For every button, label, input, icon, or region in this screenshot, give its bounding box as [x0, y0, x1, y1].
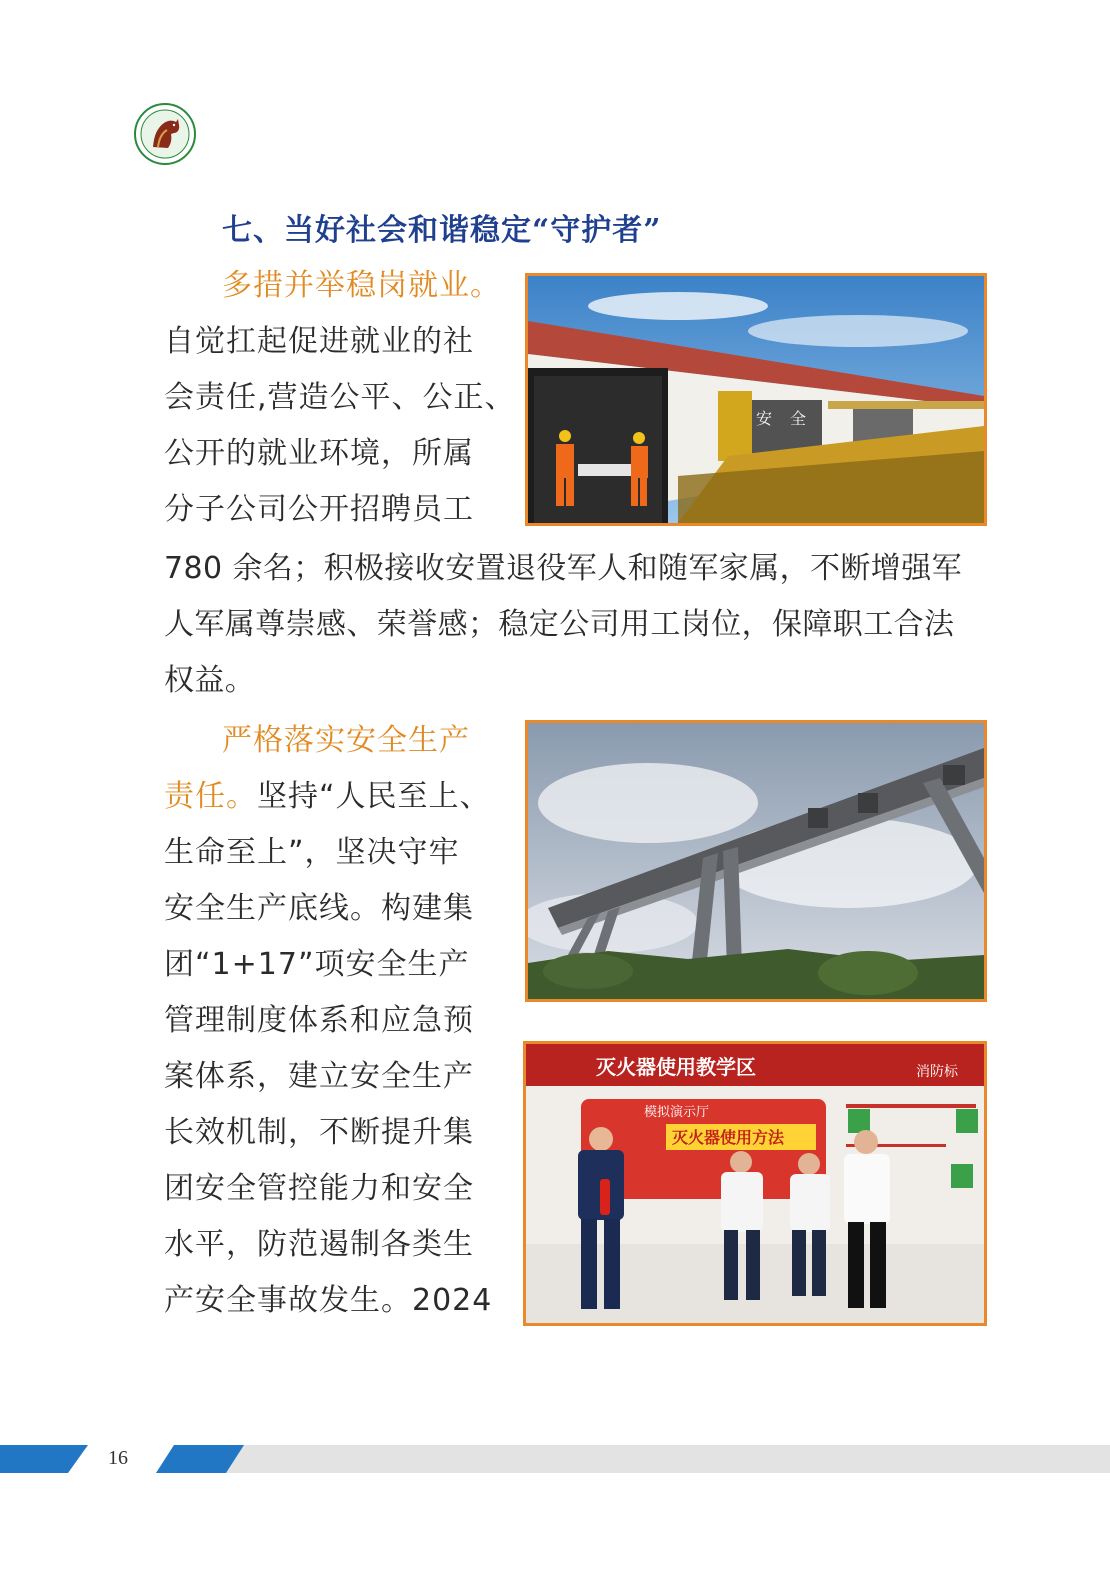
safety-paragraph	[164, 713, 492, 1329]
text-line: 780 余名；积极接收安置退役军人和随军家属，不断增强军	[164, 551, 962, 586]
safety-lead: 严格落实安全生产	[222, 723, 470, 758]
text-line: 团“1+17”项安全生产	[164, 947, 470, 982]
text-line: 权益。	[164, 663, 256, 698]
text-line: 管理制度体系和应急预	[164, 1003, 474, 1038]
wall-sign-text: 安	[756, 409, 773, 428]
footer-stripe-left	[0, 1445, 88, 1473]
text-line: 人军属尊崇感、荣誉感；稳定公司用工岗位，保障职工合法	[164, 607, 955, 642]
text-line: 公开的就业环境，所属	[164, 436, 474, 471]
board-title: 模拟演示厅	[644, 1105, 710, 1120]
employment-paragraph-cont	[164, 541, 962, 709]
text-line: 长效机制，不断提升集	[164, 1115, 474, 1150]
text-line: 生命至上”，坚决守牢	[164, 835, 460, 870]
text-line	[164, 769, 492, 825]
text-line: 团安全管控能力和安全	[164, 1171, 474, 1206]
text-line: 产安全事故发生。2024	[164, 1283, 493, 1318]
safety-lead-end: 责任。	[164, 779, 257, 814]
text-line: 水平，防范遏制各类生	[164, 1227, 474, 1262]
text-line: 安全生产底线。构建集	[164, 891, 474, 926]
employment-paragraph	[164, 258, 516, 538]
text-fragment: 坚持“人民至上、	[257, 779, 491, 814]
banner-text-right: 消防标	[916, 1064, 958, 1080]
photo-workers-building	[525, 273, 987, 526]
footer-stripe-right	[156, 1445, 1110, 1473]
board-subtitle: 灭火器使用方法	[672, 1128, 785, 1147]
text-line: 会责任,营造公平、公正、	[164, 380, 516, 415]
text-line: 案体系，建立安全生产	[164, 1059, 474, 1094]
text-line: 分子公司公开招聘员工	[164, 492, 474, 527]
employment-lead: 多措并举稳岗就业。	[222, 268, 501, 303]
page-number: 16	[108, 1447, 128, 1469]
banner-text: 灭火器使用教学区	[596, 1055, 756, 1079]
wall-sign-text: 全	[790, 409, 807, 428]
company-logo	[134, 103, 196, 165]
photo-bridge-construction	[525, 720, 987, 1002]
photo-fire-safety-training	[523, 1041, 987, 1326]
text-line: 自觉扛起促进就业的社	[164, 324, 474, 359]
section-heading: 七、当好社会和谐稳定“守护者”	[222, 213, 662, 248]
